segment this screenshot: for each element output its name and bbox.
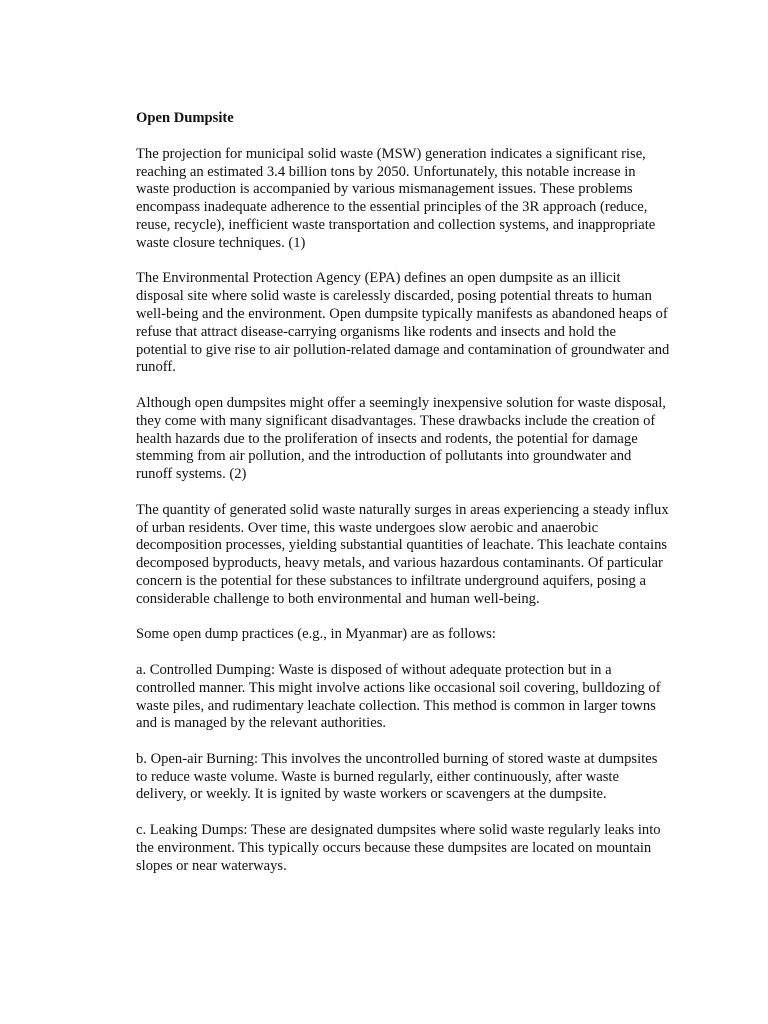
list-item-controlled-dumping: a. Controlled Dumping: Waste is disposed of without adequate protection but in a controlled manner. This might involve actions like occasional soil covering, bulldozing of waste piles, and rudimentary leachate collection. This method is common in larger towns and is managed by the relevant authorities. bbox=[136, 661, 661, 732]
paragraph-disadvantages: Although open dumpsites might offer a seemingly inexpensive solution for waste disposal, they come with many significant disadvantages. These drawbacks include the creation of health hazards due to the proliferation of insects and rodents, the potential for damage stemming from air pollution, and the introduction of pollutants into groundwater and runoff systems. (2) bbox=[136, 394, 666, 483]
document-page bbox=[136, 110, 670, 893]
paragraph-msw-projection: The projection for municipal solid waste (MSW) generation indicates a significant rise, reaching an estimated 3.4 billion tons by 2050. Unfortunately, this notable increase in waste production is accompanied by various mismanagement issues. These problems encompass inadequate adherence to the essential principles of the 3R approach (reduce, reuse, recycle), inefficient waste transportation and collection systems, and inappropriate waste closure techniques. (1) bbox=[136, 145, 656, 251]
paragraph-epa-definition: The Environmental Protection Agency (EPA) defines an open dumpsite as an illicit disposal site where solid waste is carelessly discarded, posing potential threats to human well-being and the environment. Open dumpsite typically manifests as abandoned heaps of refuse that attract disease-carrying organisms like rodents and insects and hold the potential to give rise to air pollution-related damage and contamination of groundwater and runoff. bbox=[136, 270, 670, 376]
paragraph-leachate: The quantity of generated solid waste naturally surges in areas experiencing a steady influx of urban residents. Over time, this waste undergoes slow aerobic and anaerobic decomposition processes, yielding substantial quantities of leachate. This leachate contains decomposed byproducts, heavy metals, and various hazardous contaminants. Of particular concern is the potential for these substances to infiltrate underground aquifers, posing a considerable challenge to both environmental and human well-being. bbox=[136, 501, 669, 607]
paragraph-practices-intro: Some open dump practices (e.g., in Myanmar) are as follows: bbox=[136, 626, 496, 643]
document-title: Open Dumpsite bbox=[136, 110, 234, 126]
list-item-open-air-burning: b. Open-air Burning: This involves the uncontrolled burning of stored waste at dumpsites to reduce waste volume. Waste is burned regularly, either continuously, after waste delivery, or weekly. It is ignited by waste workers or scavengers at the dumpsite. bbox=[136, 750, 658, 803]
list-item-leaking-dumps: c. Leaking Dumps: These are designated dumpsites where solid waste regularly leaks into the environment. This typically occurs because these dumpsites are located on mountain slopes or near waterways. bbox=[136, 822, 661, 874]
